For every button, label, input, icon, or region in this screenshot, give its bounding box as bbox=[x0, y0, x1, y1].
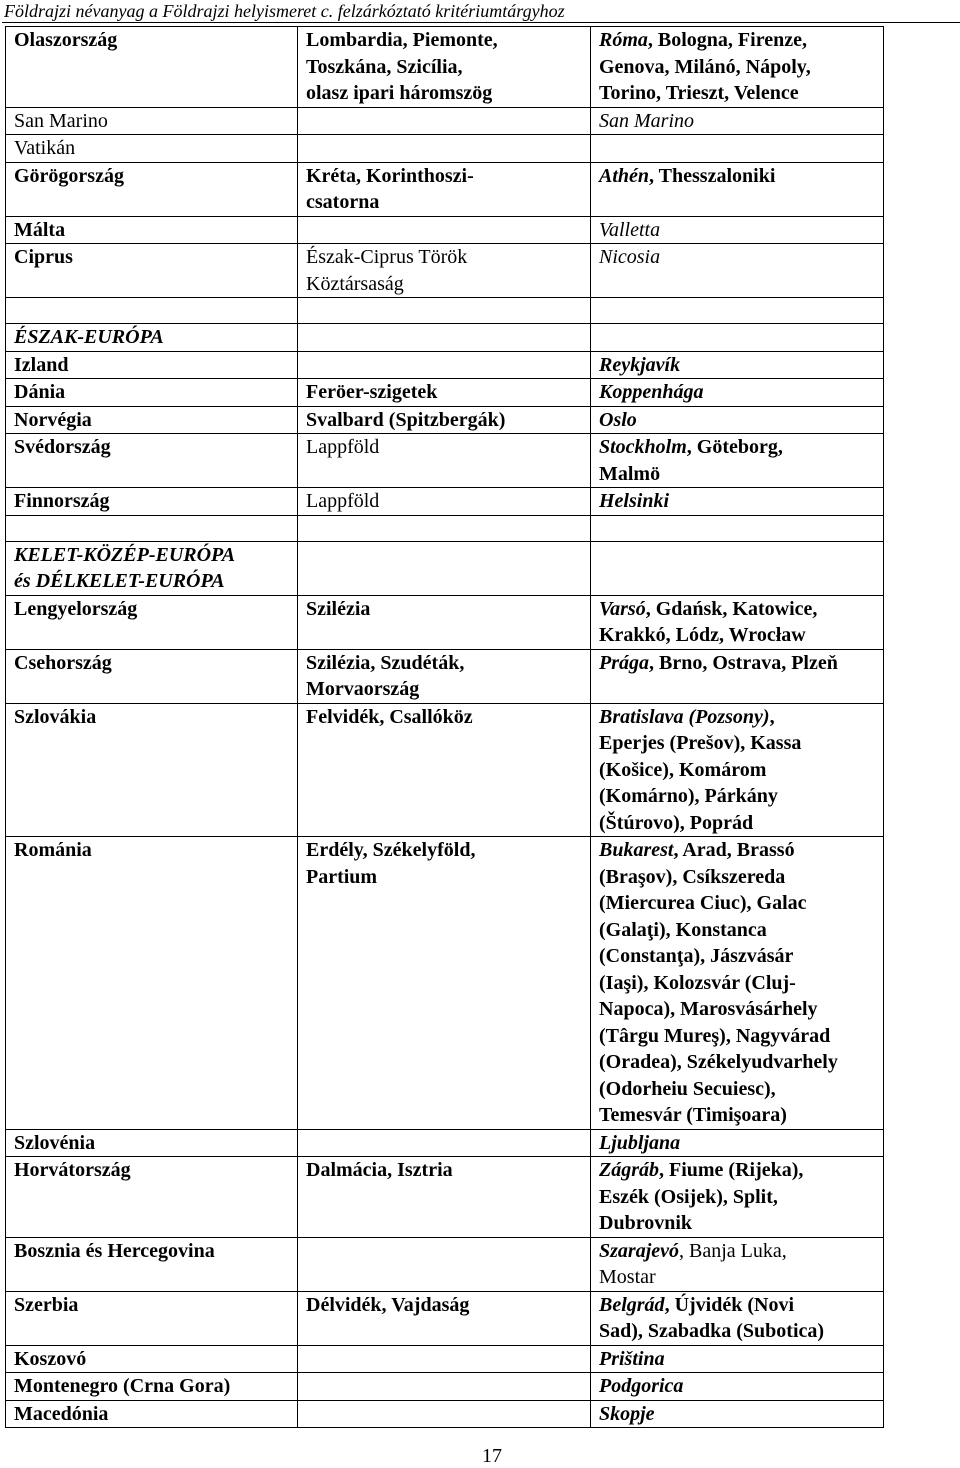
city-line bbox=[599, 108, 883, 135]
city-name: (Košice), Komárom bbox=[599, 758, 767, 781]
capital-name: Varsó bbox=[599, 597, 646, 620]
cities-cell bbox=[591, 1373, 884, 1401]
capital-name: Reykjavík bbox=[599, 353, 681, 376]
country-cell bbox=[6, 1345, 298, 1373]
region-line: Dalmácia, Isztria bbox=[306, 1159, 453, 1181]
table-cell-empty bbox=[298, 298, 591, 324]
country-name: Románia bbox=[14, 839, 92, 861]
city-name: (Târgu Mureş), Nagyvárad bbox=[599, 1024, 831, 1047]
city-line bbox=[599, 730, 883, 757]
city-line bbox=[599, 996, 883, 1023]
region-line: Lappföld bbox=[306, 490, 380, 512]
city-line bbox=[599, 1373, 883, 1400]
city-line bbox=[599, 352, 883, 379]
city-line bbox=[599, 1049, 883, 1076]
country-name: Csehország bbox=[14, 651, 112, 674]
cities-cell bbox=[591, 216, 884, 244]
city-line bbox=[599, 217, 883, 244]
page-number: 17 bbox=[482, 1445, 502, 1467]
region-line: Felvidék, Csallóköz bbox=[306, 705, 473, 728]
capital-name: Zágráb bbox=[599, 1159, 659, 1181]
region-line: Partium bbox=[306, 865, 378, 888]
city-line bbox=[599, 1076, 883, 1103]
city-name: (Komárno), Párkány bbox=[599, 785, 778, 807]
city-name: Sad), Szabadka (Subotica) bbox=[599, 1320, 825, 1342]
city-line bbox=[599, 864, 883, 891]
country-name: KELET-KÖZÉP-EURÓPA bbox=[14, 543, 236, 566]
table-row bbox=[6, 406, 884, 434]
city-name: Dubrovnik bbox=[599, 1212, 693, 1234]
regions-cell bbox=[298, 1345, 591, 1373]
city-name: Eperjes (Prešov), Kassa bbox=[599, 732, 802, 754]
table-row bbox=[6, 1157, 884, 1238]
country-name: Svédország bbox=[14, 436, 111, 458]
country-cell bbox=[6, 162, 298, 216]
country-name: Görögország bbox=[14, 164, 124, 187]
country-cell bbox=[6, 1129, 298, 1157]
city-line bbox=[599, 461, 883, 488]
country-cell bbox=[6, 135, 298, 163]
capital-name: Athén bbox=[599, 164, 650, 187]
country-name: Koszovó bbox=[14, 1347, 87, 1370]
country-cell bbox=[6, 1291, 298, 1345]
city-line bbox=[599, 1157, 883, 1184]
regions-cell bbox=[298, 434, 591, 488]
city-name: Torino, Trieszt, Velence bbox=[599, 82, 799, 104]
regions-cell bbox=[298, 1129, 591, 1157]
country-cell bbox=[6, 216, 298, 244]
city-line bbox=[599, 163, 883, 190]
city-line bbox=[599, 488, 883, 515]
regions-cell bbox=[298, 1373, 591, 1401]
city-name: Genova, Milánó, Nápoly, bbox=[599, 55, 811, 78]
regions-cell bbox=[298, 27, 591, 108]
country-cell bbox=[6, 1237, 298, 1291]
regions-cell bbox=[298, 351, 591, 379]
city-line bbox=[599, 244, 883, 271]
table-row bbox=[6, 135, 884, 163]
country-name: Horvátország bbox=[14, 1159, 131, 1181]
city-line bbox=[599, 650, 883, 677]
city-name: , Bologna, Firenze, bbox=[647, 29, 807, 51]
country-cell bbox=[6, 27, 298, 108]
capital-name: Ljubljana bbox=[599, 1131, 681, 1154]
country-cell bbox=[6, 649, 298, 703]
city-line bbox=[599, 837, 883, 864]
geography-table bbox=[5, 26, 884, 1428]
table-cell-empty bbox=[298, 515, 591, 541]
regions-cell bbox=[298, 1157, 591, 1238]
city-line bbox=[599, 1292, 883, 1319]
city-name: Napoca), Marosvásárhely bbox=[599, 998, 818, 1020]
region-line: Lombardia, Piemonte, bbox=[306, 29, 498, 51]
city-name: (Constanţa), Jászvásár bbox=[599, 945, 794, 967]
capital-name: Podgorica bbox=[599, 1375, 684, 1397]
country-cell bbox=[6, 837, 298, 1130]
city-name: (Miercurea Ciuc), Galac bbox=[599, 892, 807, 914]
city-name: (Štúrovo), Poprád bbox=[599, 811, 754, 834]
table-row bbox=[6, 703, 884, 837]
city-line bbox=[599, 1401, 883, 1428]
region-line: csatorna bbox=[306, 191, 380, 213]
regions-cell bbox=[298, 379, 591, 407]
city-line bbox=[599, 1023, 883, 1050]
country-name: Szlovákia bbox=[14, 705, 97, 728]
table-row bbox=[6, 1237, 884, 1291]
city-name: (Braşov), Csíkszereda bbox=[599, 865, 786, 888]
city-name: Malmö bbox=[599, 462, 661, 485]
city-line bbox=[599, 27, 883, 54]
capital-name: Helsinki bbox=[599, 490, 670, 512]
capital-name: Prága bbox=[599, 651, 649, 674]
country-name: Málta bbox=[14, 218, 66, 241]
country-name: Finnország bbox=[14, 490, 110, 512]
cities-cell bbox=[591, 434, 884, 488]
country-name: Ciprus bbox=[14, 246, 73, 268]
capital-name: Szarajevó bbox=[599, 1239, 679, 1262]
region-line: Délvidék, Vajdaság bbox=[306, 1293, 470, 1316]
city-line bbox=[599, 54, 883, 81]
region-line: Szilézia bbox=[306, 597, 371, 620]
cities-cell bbox=[591, 244, 884, 298]
capital-name: Koppenhága bbox=[599, 381, 704, 403]
regions-cell bbox=[298, 1400, 591, 1428]
capital-name: Valletta bbox=[599, 218, 661, 241]
city-name: , Újvidék (Novi bbox=[664, 1293, 795, 1316]
city-line bbox=[599, 1184, 883, 1211]
region-line: Szilézia, Szudéták, bbox=[306, 651, 465, 674]
country-cell bbox=[6, 1400, 298, 1428]
region-line: Svalbard (Spitzbergák) bbox=[306, 408, 506, 431]
table-row bbox=[6, 162, 884, 216]
country-name: Norvégia bbox=[14, 408, 92, 431]
capital-name: Stockholm bbox=[599, 436, 687, 458]
cities-cell bbox=[591, 351, 884, 379]
country-cell bbox=[6, 379, 298, 407]
region-line: Morvaország bbox=[306, 678, 420, 700]
country-name: Szerbia bbox=[14, 1293, 79, 1316]
table-row bbox=[6, 107, 884, 135]
regions-cell bbox=[298, 135, 591, 163]
country-cell bbox=[6, 406, 298, 434]
regions-cell bbox=[298, 216, 591, 244]
cities-cell bbox=[591, 1129, 884, 1157]
city-name: , Thesszaloniki bbox=[649, 164, 776, 187]
country-cell bbox=[6, 595, 298, 649]
city-line bbox=[599, 757, 883, 784]
capital-name: Skopje bbox=[599, 1402, 655, 1425]
city-line bbox=[599, 890, 883, 917]
region-line: Feröer-szigetek bbox=[306, 381, 438, 403]
table-body bbox=[6, 27, 884, 1428]
cities-cell bbox=[591, 162, 884, 216]
regions-cell bbox=[298, 837, 591, 1130]
country-cell bbox=[6, 703, 298, 837]
capital-name: Belgrád bbox=[599, 1293, 665, 1316]
table-row bbox=[6, 488, 884, 516]
city-line bbox=[599, 80, 883, 107]
cities-cell bbox=[591, 1400, 884, 1428]
country-cell bbox=[6, 107, 298, 135]
country-name: Izland bbox=[14, 353, 69, 376]
region-line: Észak-Ciprus Török bbox=[306, 246, 468, 268]
city-line bbox=[599, 943, 883, 970]
table-row bbox=[6, 434, 884, 488]
table-blank-row bbox=[6, 298, 884, 324]
regions-cell bbox=[298, 595, 591, 649]
cities-cell bbox=[591, 1157, 884, 1238]
city-name: (Iaşi), Kolozsvár (Cluj- bbox=[599, 971, 796, 994]
table-row bbox=[6, 541, 884, 595]
city-line bbox=[599, 1238, 883, 1265]
country-name: ÉSZAK-EURÓPA bbox=[14, 326, 164, 348]
region-line: olasz ipari háromszög bbox=[306, 82, 493, 104]
country-name: Vatikán bbox=[14, 137, 76, 159]
cities-cell bbox=[591, 1237, 884, 1291]
table-row bbox=[6, 1291, 884, 1345]
country-cell bbox=[6, 434, 298, 488]
capital-name: Nicosia bbox=[599, 246, 661, 268]
city-line bbox=[599, 1318, 883, 1345]
page-header: Földrajzi névanyag a Földrajzi helyismeret c. felzárkóztató kritériumtárgyhoz bbox=[2, 0, 960, 23]
region-line: Erdély, Székelyföld, bbox=[306, 839, 476, 861]
table-cell-empty bbox=[591, 515, 884, 541]
city-line bbox=[599, 407, 883, 434]
table-row bbox=[6, 595, 884, 649]
capital-name: Bukarest bbox=[599, 839, 674, 861]
city-line bbox=[599, 704, 883, 731]
country-cell bbox=[6, 488, 298, 516]
cities-cell bbox=[591, 595, 884, 649]
region-line: Toszkána, Szicília, bbox=[306, 55, 463, 78]
regions-cell bbox=[298, 324, 591, 352]
country-name: Olaszország bbox=[14, 29, 118, 51]
cities-cell bbox=[591, 107, 884, 135]
city-line bbox=[599, 1210, 883, 1237]
capital-name: Bratislava (Pozsony) bbox=[599, 705, 770, 728]
table-cell-empty bbox=[6, 298, 298, 324]
cities-cell bbox=[591, 324, 884, 352]
city-line bbox=[599, 1130, 883, 1157]
table-row bbox=[6, 1129, 884, 1157]
region-line: Kréta, Korinthoszi- bbox=[306, 164, 474, 187]
table-row bbox=[6, 27, 884, 108]
regions-cell bbox=[298, 107, 591, 135]
city-name: (Odorheiu Secuiesc), bbox=[599, 1077, 776, 1100]
cities-cell bbox=[591, 135, 884, 163]
cities-cell bbox=[591, 649, 884, 703]
table-row bbox=[6, 649, 884, 703]
city-name: Eszék (Osijek), Split, bbox=[599, 1185, 778, 1208]
region-line: Lappföld bbox=[306, 436, 380, 458]
capital-name: Róma bbox=[599, 29, 648, 51]
regions-cell bbox=[298, 703, 591, 837]
table-row bbox=[6, 351, 884, 379]
cities-cell bbox=[591, 541, 884, 595]
table-row bbox=[6, 837, 884, 1130]
country-name: Bosznia és Hercegovina bbox=[14, 1239, 215, 1262]
city-line bbox=[599, 783, 883, 810]
city-name: , Banja Luka, bbox=[679, 1239, 787, 1262]
table-row bbox=[6, 1345, 884, 1373]
country-cell bbox=[6, 1373, 298, 1401]
country-name: Szlovénia bbox=[14, 1131, 96, 1154]
country-name: San Marino bbox=[14, 109, 108, 132]
city-line bbox=[599, 1346, 883, 1373]
city-name: Temesvár (Timişoara) bbox=[599, 1104, 787, 1126]
regions-cell bbox=[298, 541, 591, 595]
cities-cell bbox=[591, 703, 884, 837]
regions-cell bbox=[298, 244, 591, 298]
city-name: , Gdańsk, Katowice, bbox=[645, 597, 818, 620]
city-line bbox=[599, 434, 883, 461]
table-cell-empty bbox=[6, 515, 298, 541]
city-name: , Göteborg, bbox=[686, 436, 783, 458]
capital-name: San Marino bbox=[599, 109, 694, 132]
city-name: (Oradea), Székelyudvarhely bbox=[599, 1051, 838, 1073]
region-line: Köztársaság bbox=[306, 272, 404, 295]
country-name: Lengyelország bbox=[14, 597, 138, 620]
regions-cell bbox=[298, 1237, 591, 1291]
city-line bbox=[599, 810, 883, 837]
table-row bbox=[6, 244, 884, 298]
city-name: , Brno, Ostrava, Plzeň bbox=[649, 651, 838, 674]
table-row bbox=[6, 324, 884, 352]
table-blank-row bbox=[6, 515, 884, 541]
city-line bbox=[599, 1264, 883, 1291]
cities-cell bbox=[591, 837, 884, 1130]
regions-cell bbox=[298, 488, 591, 516]
country-cell bbox=[6, 244, 298, 298]
country-cell bbox=[6, 324, 298, 352]
country-cell bbox=[6, 541, 298, 595]
cities-cell bbox=[591, 488, 884, 516]
city-line bbox=[599, 596, 883, 623]
cities-cell bbox=[591, 379, 884, 407]
regions-cell bbox=[298, 406, 591, 434]
table-row bbox=[6, 1373, 884, 1401]
city-name: , Arad, Brassó bbox=[673, 839, 795, 861]
country-name: és DÉLKELET-EURÓPA bbox=[14, 570, 225, 592]
cities-cell bbox=[591, 406, 884, 434]
table-row bbox=[6, 1400, 884, 1428]
cities-cell bbox=[591, 1291, 884, 1345]
city-line bbox=[599, 622, 883, 649]
cities-cell bbox=[591, 1345, 884, 1373]
city-name: , bbox=[769, 705, 775, 728]
city-name: (Galaţi), Konstanca bbox=[599, 918, 767, 941]
regions-cell bbox=[298, 649, 591, 703]
city-name: Krakkó, Lódz, Wrocław bbox=[599, 624, 806, 646]
city-name: , Fiume (Rijeka), bbox=[659, 1159, 804, 1181]
table-row bbox=[6, 379, 884, 407]
city-name: Mostar bbox=[599, 1266, 656, 1288]
table-row bbox=[6, 216, 884, 244]
cities-cell bbox=[591, 27, 884, 108]
capital-name: Priština bbox=[599, 1347, 665, 1370]
country-name: Macedónia bbox=[14, 1402, 109, 1425]
country-name: Dánia bbox=[14, 381, 66, 403]
city-line bbox=[599, 1102, 883, 1129]
city-line bbox=[599, 917, 883, 944]
table-cell-empty bbox=[591, 298, 884, 324]
regions-cell bbox=[298, 162, 591, 216]
city-line bbox=[599, 379, 883, 406]
city-line bbox=[599, 970, 883, 997]
country-name: Montenegro (Crna Gora) bbox=[14, 1375, 231, 1397]
capital-name: Oslo bbox=[599, 408, 637, 431]
country-cell bbox=[6, 1157, 298, 1238]
country-cell bbox=[6, 351, 298, 379]
regions-cell bbox=[298, 1291, 591, 1345]
